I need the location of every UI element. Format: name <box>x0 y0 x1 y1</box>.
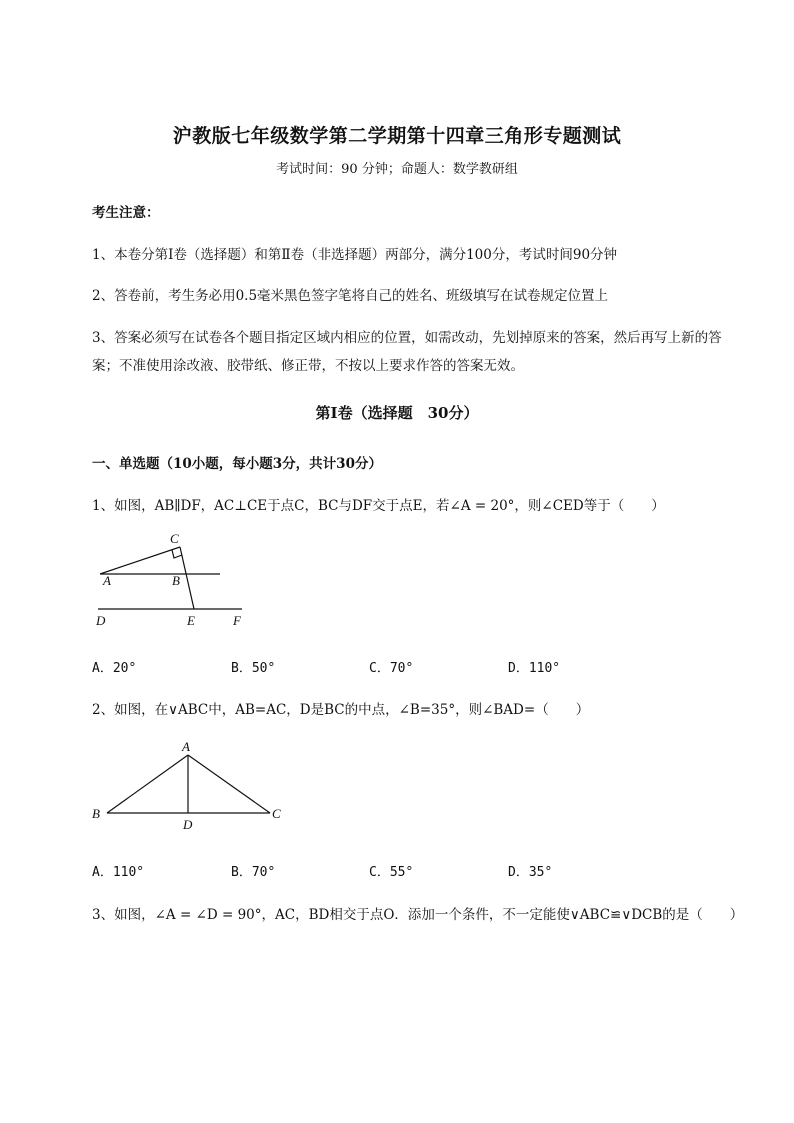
exam-info: 考试时间：90 分钟；命题人：数学教研组 <box>276 162 518 177</box>
question-1-option-d[interactable]: D．110° <box>508 661 561 676</box>
section-title: 第Ⅰ卷（选择题 30分） <box>315 404 479 422</box>
note-item: 1、本卷分第Ⅰ卷（选择题）和第Ⅱ卷（非选择题）两部分，满分100分，考试时间90分钟 <box>92 247 618 263</box>
note-item: 3、答案必须写在试卷各个题目指定区域内相应的位置，如需改动，先划掉原来的答案，然后再写上新的答案；不准使用涂改液、胶带纸、修正带，不按以上要求作答的答案无效。 <box>92 330 722 374</box>
segment-ce <box>180 547 194 609</box>
question-1-option-c[interactable]: C．70° <box>369 661 414 676</box>
question-2-figure <box>90 738 290 833</box>
question-1-option-b[interactable]: B．50° <box>231 661 276 676</box>
question-3-stem: 3、如图，∠A = ∠D = 90°，AC，BD相交于点O．添加一个条件，不一定能使∨ABC≌∨DCB的是（ ） <box>92 907 744 923</box>
segment-ac <box>100 547 180 574</box>
segment-ac <box>188 755 270 813</box>
question-2-option-d[interactable]: D．35° <box>508 865 553 880</box>
notes-heading: 考生注意： <box>92 205 160 221</box>
part-heading: 一、单选题（10小题，每小题3分，共计30分） <box>92 456 382 472</box>
label-e: E <box>187 613 195 628</box>
question-1-option-a[interactable]: A．20° <box>92 661 137 676</box>
label-f: F <box>233 613 241 628</box>
question-2-option-b[interactable]: B．70° <box>231 865 276 880</box>
question-1-stem: 1、如图，AB∥DF，AC⊥CE于点C，BC与DF交于点E，若∠A = 20°，则∠CED等于（ ） <box>92 498 665 514</box>
label-d: D <box>183 817 193 832</box>
label-a: A <box>182 739 190 754</box>
label-b: B <box>172 573 180 588</box>
segment-ab <box>107 755 188 813</box>
question-2-option-c[interactable]: C．55° <box>369 865 414 880</box>
page-title: 沪教版七年级数学第二学期第十四章三角形专题测试 <box>172 125 622 147</box>
question-1-figure <box>90 528 260 633</box>
label-c: C <box>170 531 179 546</box>
question-2-stem: 2、如图，在∨ABC中，AB=AC，D是BC的中点，∠B=35°，则∠BAD=（ ） <box>92 702 590 718</box>
label-d: D <box>96 613 106 628</box>
note-item: 2、答卷前，考生务必用0.5毫米黑色签字笔将自己的姓名、班级填写在试卷规定位置上 <box>92 288 609 304</box>
label-c: C <box>272 806 281 821</box>
label-a: A <box>103 573 111 588</box>
question-2-option-a[interactable]: A．110° <box>92 865 145 880</box>
label-b: B <box>92 806 100 821</box>
